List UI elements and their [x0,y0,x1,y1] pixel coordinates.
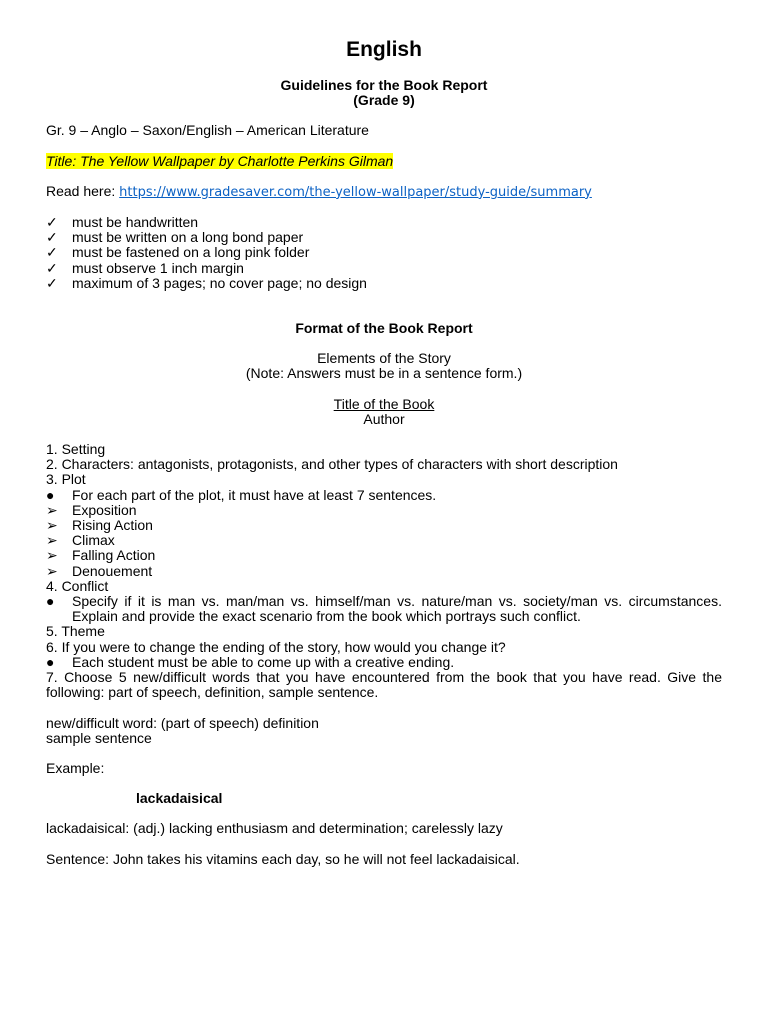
format-heading: Format of the Book Report [295,320,473,337]
plot-bullet [46,488,722,503]
requirement-item [46,230,722,245]
plot-part [46,533,722,548]
format-line-1: new/difficult word: (part of speech) definition [46,714,319,731]
plot-part [46,548,722,563]
check-icon: ✓ [46,259,58,276]
list-item-theme: 5. Theme [46,623,105,640]
requirement-item [46,215,722,230]
plot-part-text: Climax [72,532,115,549]
requirement-text: must observe 1 inch margin [72,259,244,276]
plot-bullet-text: For each part of the plot, it must have at least 7 sentences. [72,486,437,503]
arrow-bullet-icon: ➢ [46,532,58,549]
book-title-highlight: Title: The Yellow Wallpaper by Charlotte Perkins Gilman [46,152,394,169]
arrow-bullet-icon: ➢ [46,501,58,518]
title-of-book-line [46,397,722,412]
title-of-book: Title of the Book [333,395,435,412]
plot-part [46,518,722,533]
ending-bullet-text: Each student must be able to come up with a creative ending. [72,653,455,670]
read-here-line [46,184,722,200]
check-icon: ✓ [46,244,58,261]
guidelines-heading: Guidelines for the Book Report [280,77,488,93]
requirement-text: must be handwritten [72,214,199,231]
plot-part-text: Rising Action [72,517,153,534]
list-item-characters: 2. Characters: antagonists, protagonists, and other types of characters with short description [46,456,618,473]
requirement-item [46,276,722,291]
example-definition: lackadaisical: (adj.) lacking enthusiasm and determination; carelessly lazy [46,820,503,837]
summary-link[interactable]: https://www.gradesaver.com/the-yellow-wallpaper/study-guide/summary [119,184,592,200]
example-sentence: Sentence: John takes his vitamins each day, so he will not feel lackadaisical. [46,850,520,867]
document-title: English [346,38,422,61]
author-line: Author [363,410,405,427]
check-icon: ✓ [46,214,58,231]
book-title-line [46,154,722,169]
list-item-plot: 3. Plot [46,471,86,488]
requirements-list [46,215,722,291]
check-icon: ✓ [46,274,58,291]
plot-part-text: Denouement [72,562,153,579]
plot-part [46,564,722,579]
read-here-label: Read here: [46,182,120,199]
format-line-2: sample sentence [46,729,152,746]
arrow-bullet-icon: ➢ [46,547,58,564]
requirement-item [46,261,722,276]
ending-bullet [46,655,722,670]
plot-part [46,503,722,518]
example-label: Example: [46,759,105,776]
conflict-bullet-text: Specify if it is man vs. man/man vs. himself/man vs. nature/man vs. society/man vs. circumstances. Explain and provide the exact scenario from the book which portrays such conflict. [72,593,722,625]
arrow-bullet-icon: ➢ [46,517,58,534]
list-item-setting: 1. Setting [46,441,106,458]
requirement-text: must be written on a long bond paper [72,229,304,246]
grade-line: Gr. 9 – Anglo – Saxon/English – American Literature [46,122,369,139]
requirement-text: must be fastened on a long pink folder [72,244,310,261]
plot-part-text: Falling Action [72,547,156,564]
requirement-text: maximum of 3 pages; no cover page; no design [72,274,367,291]
list-item-conflict: 4. Conflict [46,577,109,594]
bullet-icon: ● [46,593,55,610]
elements-note: (Note: Answers must be in a sentence form.) [245,365,523,382]
bullet-icon: ● [46,653,55,670]
requirement-item [46,245,722,260]
list-item-vocabulary: 7. Choose 5 new/difficult words that you have encountered from the book that you have read. Give the following: part of speech, definition, sample sentence. [46,669,722,701]
conflict-bullet [46,594,722,624]
document-page [46,38,722,867]
check-icon: ✓ [46,229,58,246]
arrow-bullet-icon: ➢ [46,562,58,579]
example-word: lackadaisical [136,790,223,807]
bullet-icon: ● [46,486,55,503]
plot-part-text: Exposition [72,501,137,518]
list-item-ending: 6. If you were to change the ending of the story, how would you change it? [46,638,506,655]
elements-heading: Elements of the Story [317,350,451,367]
grade-heading: (Grade 9) [353,92,415,109]
